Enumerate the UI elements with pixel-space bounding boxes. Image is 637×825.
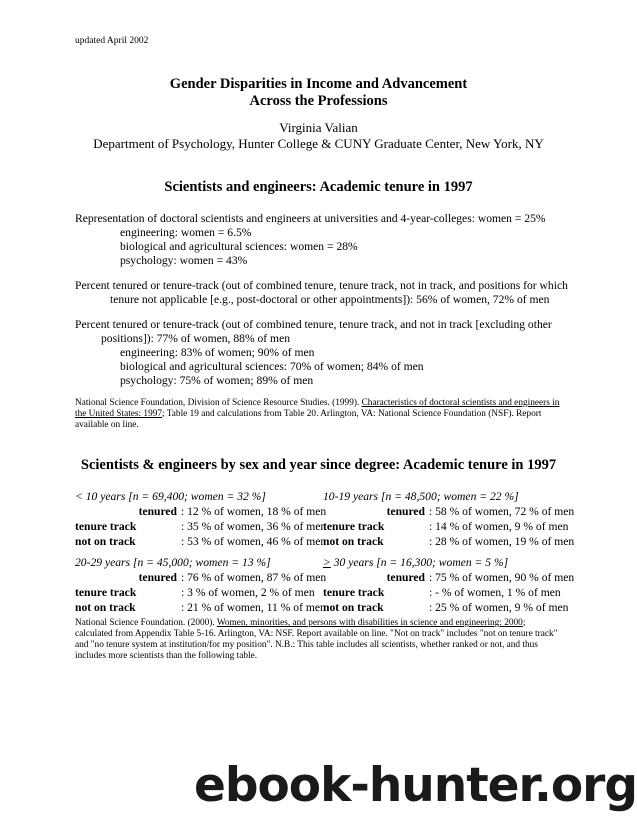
affiliation: Department of Psychology, Hunter College & CUNY Graduate Center, New York, NY (93, 136, 544, 151)
row-tenure-track (323, 586, 574, 601)
row-label: tenured (386, 505, 425, 518)
row-label: tenured (138, 571, 177, 584)
block-header: < 10 years [n = 69,400; women = 32 %] (75, 490, 266, 503)
row-value: : - % of women, 1 % of men (429, 586, 561, 599)
section1-heading: Scientists and engineers: Academic tenure in 1997 (164, 179, 473, 195)
row-label: tenure track (323, 520, 385, 533)
row-value: : 14 % of women, 9 % of men (429, 520, 569, 533)
row-value: : 21 % of women, 11 % of men (181, 601, 326, 614)
row-value: : 35 % of women, 36 % of men (181, 520, 327, 533)
row-tenured (323, 505, 574, 520)
author: Virginia Valian (279, 120, 358, 135)
row-value: : 12 % of women, 18 % of men (181, 505, 327, 518)
citation-1-title: Characteristics of doctoral scientists and engineers in the United States: 1997 (75, 398, 560, 419)
citation-1-details: ; Table 19 and calculations from Table 20. Arlington, VA: National Science Foundation (NSF). Report available on line. (75, 409, 542, 430)
row-tenured (75, 505, 326, 520)
row-tenure-track (75, 586, 326, 601)
row-tenured (323, 571, 574, 586)
block-10-19-years (323, 490, 574, 550)
tenured-psychology: psychology: 75% of women; 89% of men (120, 374, 314, 387)
citation-2-details: ; calculated from Appendix Table 5-16. Arlington, VA: NSF. Report available on line. "Not on track" includes "not on tenure track" and "no tenure system at institution/for my position". N.B.: This table includes all scientists, whether ranked or not, and thus includes more scientists than the following table. (75, 618, 558, 661)
tenured-engineering: engineering: 83% of women; 90% of men (120, 346, 315, 359)
representation-line: Representation of doctoral scientists and engineers at universities and 4-year-colleges: women = 25% (75, 212, 546, 225)
block-under-10-years (75, 490, 326, 550)
citation-2 (75, 618, 565, 662)
title-line-2: Across the Professions (249, 93, 388, 109)
percent-tenured-2-line2: positions]): 77% of women, 88% of men (101, 332, 291, 345)
percent-tenured-2-line1: Percent tenured or tenure-track (out of combined tenure, tenure track, and not in track [excluding other (75, 318, 552, 331)
watermark: ebook-hunter.org (193, 758, 637, 813)
row-tenured (75, 571, 326, 586)
block-header-text: 30 years [n = 16,300; women = 5 %] (330, 556, 509, 569)
row-not-on-track (323, 535, 574, 550)
representation-biological: biological and agricultural sciences: women = 28% (120, 240, 358, 253)
percent-tenured-1-line1: Percent tenured or tenure-track (out of combined tenure, tenure track, not in track, and positions for which (75, 279, 568, 292)
block-20-29-years (75, 556, 326, 616)
representation-engineering: engineering: women = 6.5% (120, 226, 252, 239)
row-value: : 28 % of women, 19 % of men (429, 535, 575, 548)
row-value: : 76 % of women, 87 % of men (181, 571, 327, 584)
representation-psychology: psychology: women = 43% (120, 254, 248, 267)
row-value: : 53 % of women, 46 % of men (181, 535, 327, 548)
row-label: tenured (138, 505, 177, 518)
row-value: : 58 % of women, 72 % of men (429, 505, 575, 518)
citation-1-authors: National Science Foundation, Division of Science Resource Studies. (1999). (75, 398, 362, 408)
greater-equal-symbol: > (323, 556, 331, 569)
row-label: tenured (386, 571, 425, 584)
section2-heading: Scientists & engineers by sex and year since degree: Academic tenure in 1997 (80, 457, 557, 473)
updated-date: updated April 2002 (75, 36, 149, 46)
row-tenure-track (75, 520, 326, 535)
tenured-biological: biological and agricultural sciences: 70% of women; 84% of men (120, 360, 424, 373)
row-label: not on track (323, 601, 384, 614)
citation-2-authors: National Science Foundation. (2000). (75, 618, 217, 628)
row-not-on-track (75, 601, 326, 616)
row-tenure-track (323, 520, 574, 535)
title-line-1: Gender Disparities in Income and Advancement (169, 76, 468, 92)
row-label: tenure track (75, 520, 137, 533)
row-value: : 3 % of women, 2 % of men (181, 586, 315, 599)
block-30-plus-years (323, 556, 574, 616)
row-label: tenure track (323, 586, 385, 599)
row-value: : 75 % of women, 90 % of men (429, 571, 575, 584)
row-label: not on track (75, 601, 136, 614)
row-not-on-track (323, 601, 574, 616)
block-header: 20-29 years [n = 45,000; women = 13 %] (75, 556, 271, 569)
citation-1 (75, 398, 565, 431)
row-label: not on track (75, 535, 136, 548)
row-value: : 25 % of women, 9 % of men (429, 601, 569, 614)
row-label: not on track (323, 535, 384, 548)
block-header: 10-19 years [n = 48,500; women = 22 %] (323, 490, 519, 503)
citation-2-title: Women, minorities, and persons with disabilities in science and engineering: 2000 (216, 618, 523, 628)
block-header (323, 556, 574, 571)
percent-tenured-1-line2: tenure not applicable [e.g., post-doctoral or other appointments]): 56% of women, 72% of men (110, 293, 550, 306)
row-label: tenure track (75, 586, 137, 599)
row-not-on-track (75, 535, 326, 550)
